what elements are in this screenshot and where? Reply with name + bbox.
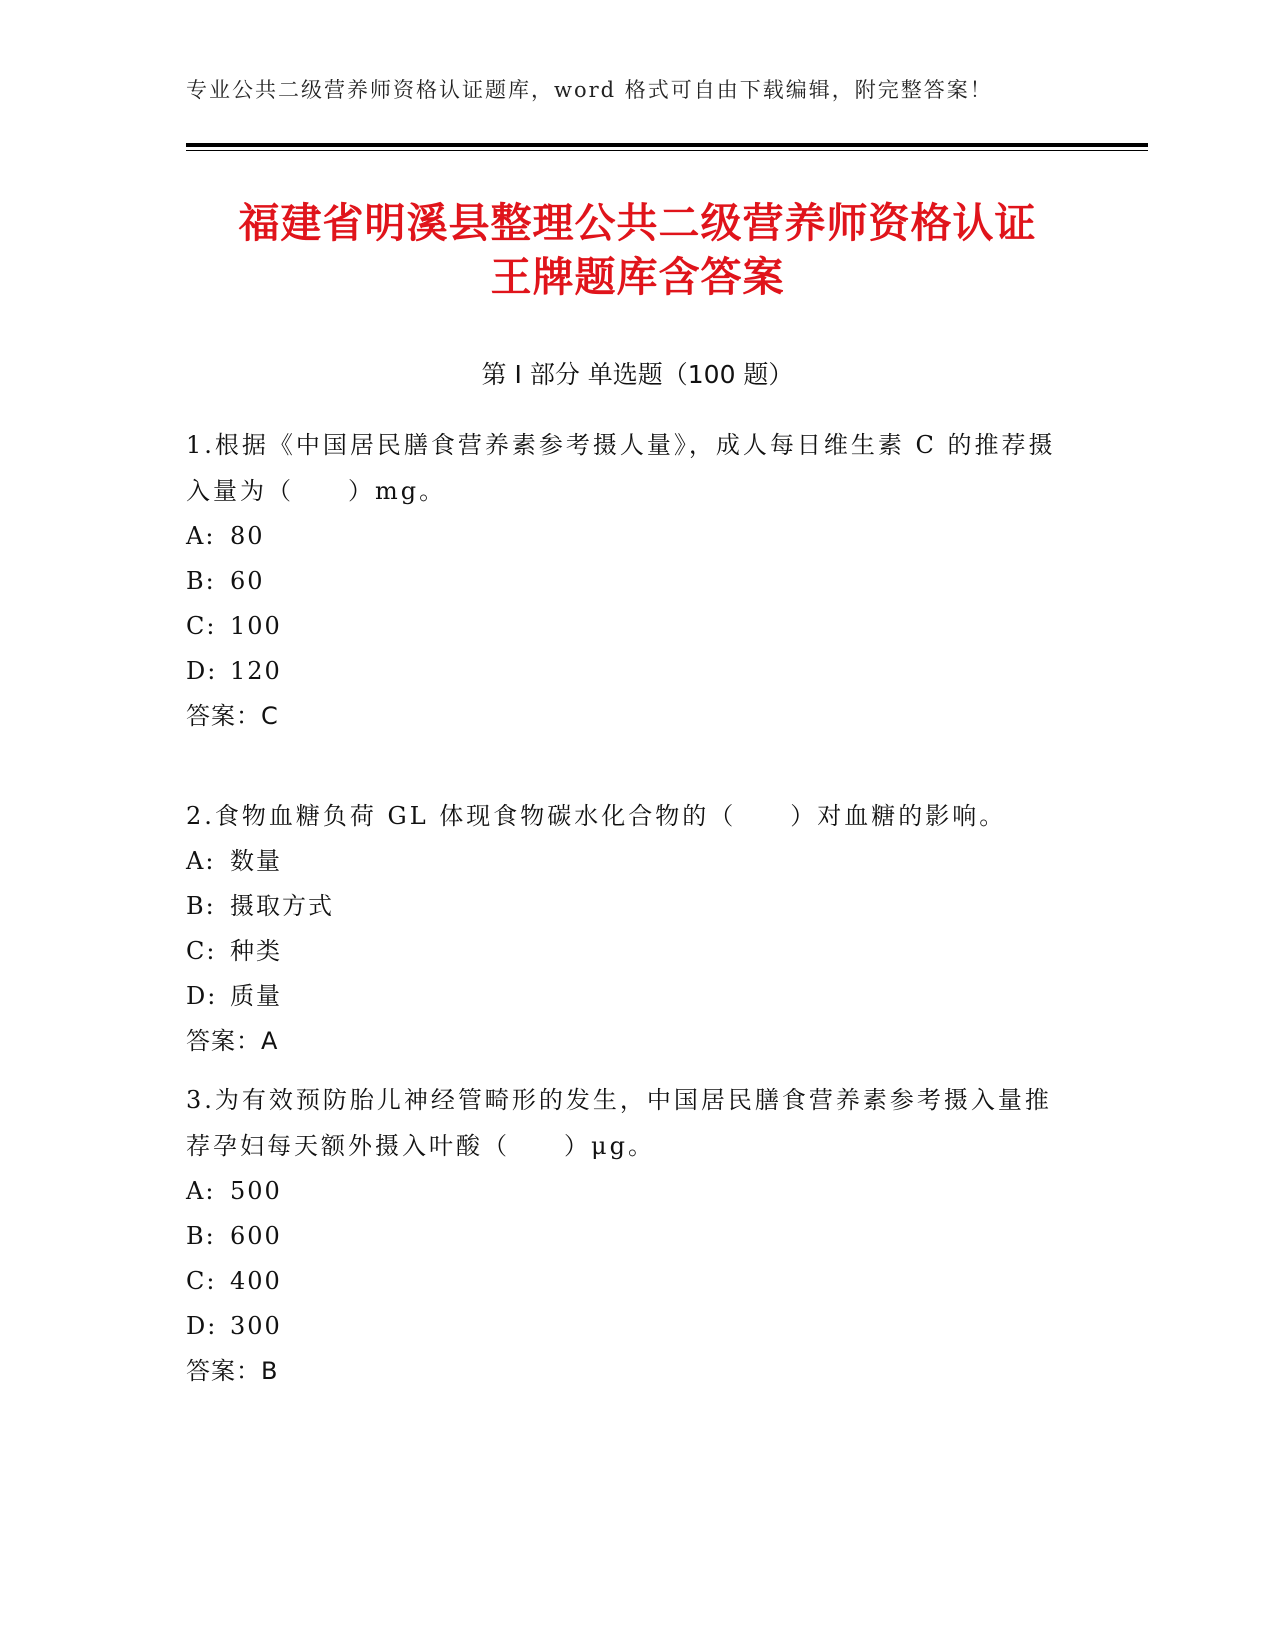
option-letter: A: (186, 522, 216, 550)
option-d (186, 1304, 1066, 1349)
option-d (186, 649, 1066, 694)
option-b (186, 884, 1066, 929)
answer: 答案：C (186, 702, 279, 730)
header-rule-thick (186, 143, 1148, 147)
option-letter: C: (186, 612, 217, 640)
option-text: 300 (230, 1312, 282, 1340)
option-letter: B: (186, 892, 216, 920)
option-text: 摄取方式 (230, 892, 334, 920)
option-a (186, 839, 1066, 884)
option-text: 600 (230, 1222, 282, 1250)
option-text: 种类 (230, 937, 282, 965)
answer: 答案：B (186, 1357, 279, 1385)
header-note: 专业公共二级营养师资格认证题库，word 格式可自由下载编辑，附完整答案！ (186, 78, 993, 102)
option-text: 100 (230, 612, 282, 640)
option-letter: C: (186, 1267, 217, 1295)
option-b (186, 1214, 1066, 1259)
question-3 (186, 1077, 1066, 1394)
option-text: 60 (230, 567, 265, 595)
option-letter: B: (186, 567, 216, 595)
option-a (186, 514, 1066, 559)
option-letter: D: (186, 982, 218, 1010)
option-c (186, 929, 1066, 974)
option-text: 质量 (230, 982, 282, 1010)
answer: 答案：A (186, 1027, 279, 1055)
document-title (150, 196, 1125, 304)
option-letter: B: (186, 1222, 216, 1250)
option-letter: D: (186, 1312, 218, 1340)
question-stem: 2.食物血糖负荷 GL 体现食物碳水化合物的（ ）对血糖的影响。 (186, 802, 1007, 830)
option-text: 120 (230, 657, 282, 685)
question-stem: 3.为有效预防胎儿神经管畸形的发生，中国居民膳食营养素参考摄入量推荐孕妇每天额外摄入叶酸（ ）μg。 (186, 1086, 1052, 1160)
option-text: 数量 (230, 847, 282, 875)
question-2 (186, 793, 1066, 1064)
option-letter: A: (186, 847, 216, 875)
section-title: 第 I 部分 单选题（100 题） (481, 360, 794, 389)
option-a (186, 1169, 1066, 1214)
option-d (186, 974, 1066, 1019)
option-letter: A: (186, 1177, 216, 1205)
question-1 (186, 422, 1066, 739)
option-text: 400 (230, 1267, 282, 1295)
option-b (186, 559, 1066, 604)
document-title-line-1: 福建省明溪县整理公共二级营养师资格认证 (238, 199, 1037, 247)
option-c (186, 1259, 1066, 1304)
option-c (186, 604, 1066, 649)
option-letter: D: (186, 657, 218, 685)
option-text: 80 (230, 522, 265, 550)
header-rule-thin (186, 150, 1148, 151)
option-letter: C: (186, 937, 217, 965)
question-stem: 1.根据《中国居民膳食营养素参考摄人量》，成人每日维生素 C 的推荐摄入量为（ ）mg。 (186, 431, 1056, 505)
document-title-line-2: 王牌题库含答案 (490, 253, 785, 301)
option-text: 500 (230, 1177, 282, 1205)
